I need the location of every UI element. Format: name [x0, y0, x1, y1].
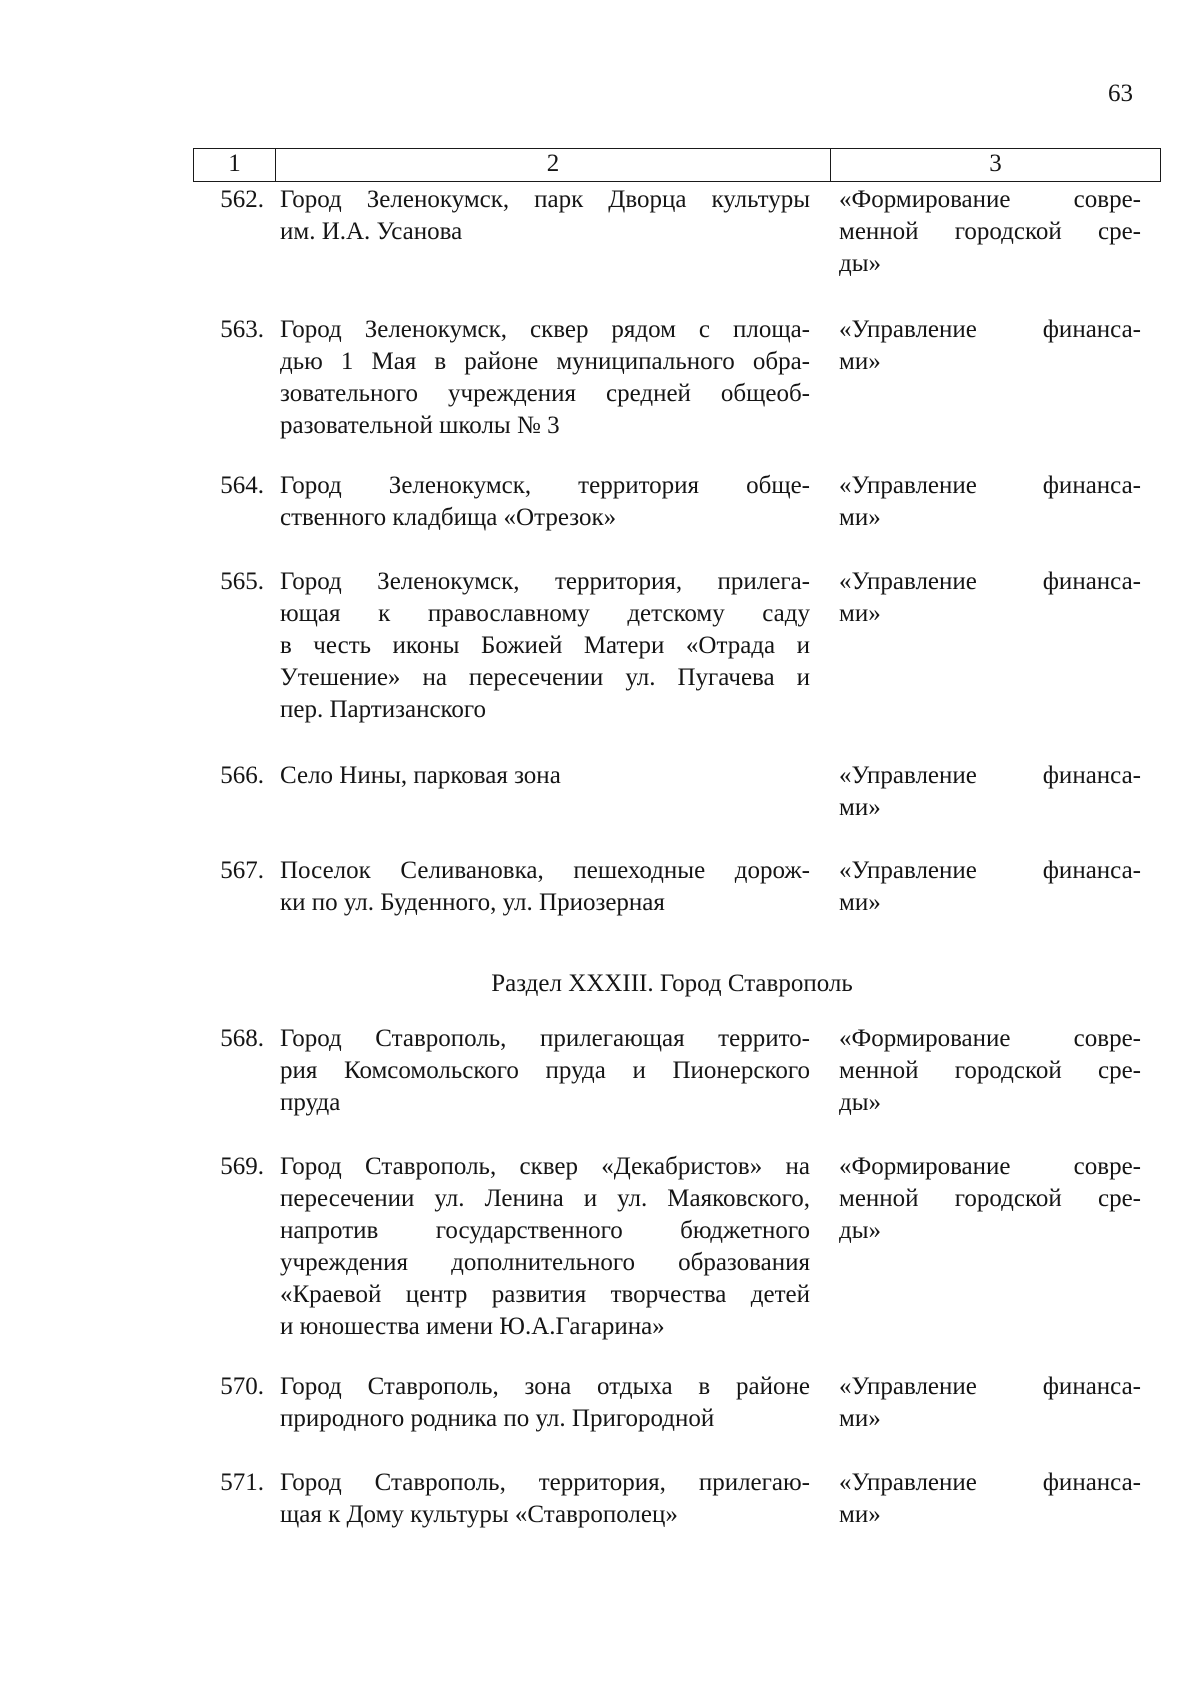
row-program-name: [839, 1371, 1141, 1435]
description-line: Город Ставрополь, зона отдыха в районе: [280, 1373, 810, 1400]
row-program-name: [839, 760, 1141, 824]
row-number: 564.: [220, 472, 264, 499]
description-line: зовательного учреждения средней общеоб-: [280, 380, 810, 407]
description-line: Утешение» на пересечении ул. Пугачева и: [280, 664, 810, 691]
program-line: менной городской сре-: [839, 218, 1141, 245]
row-number: 563.: [220, 316, 264, 343]
program-line: ми»: [839, 794, 881, 821]
program-line: «Управление финанса-: [839, 1373, 1141, 1400]
column-header-3: 3: [989, 150, 1002, 177]
description-line: ственного кладбища «Отрезок»: [280, 504, 617, 531]
description-line: рия Комсомольского пруда и Пионерского: [280, 1057, 810, 1084]
program-line: ми»: [839, 348, 881, 375]
description-line: ющая к православному детскому саду: [280, 600, 810, 627]
row-location-description: [280, 314, 810, 442]
column-header-1: 1: [194, 149, 276, 181]
row-location-description: [280, 1023, 810, 1119]
description-line: Город Ставрополь, территория, прилегаю-: [280, 1469, 810, 1496]
description-line: учреждения дополнительного образования: [280, 1249, 810, 1276]
row-location-description: [280, 1371, 810, 1435]
section-title: Раздел XXXIII. Город Ставрополь: [491, 970, 853, 997]
row-number: 571.: [220, 1469, 264, 1496]
description-line: природного родника по ул. Пригородной: [280, 1405, 715, 1432]
row-location-description: [280, 566, 810, 726]
description-line: и юношества имени Ю.А.Гагарина»: [280, 1313, 665, 1340]
program-line: «Управление финанса-: [839, 762, 1141, 789]
table-header: [193, 148, 1161, 182]
description-line: дью 1 Мая в районе муниципального обра-: [280, 348, 810, 375]
row-number: 569.: [220, 1153, 264, 1180]
row-program-name: [839, 855, 1141, 919]
program-line: ми»: [839, 1501, 881, 1528]
description-line: Город Зеленокумск, сквер рядом с площа-: [280, 316, 810, 343]
program-line: ми»: [839, 600, 881, 627]
page-number: 63: [1108, 80, 1133, 107]
description-line: пер. Партизанского: [280, 696, 487, 723]
description-line: им. И.А. Усанова: [280, 218, 463, 245]
program-line: ми»: [839, 889, 881, 916]
program-line: ми»: [839, 1405, 881, 1432]
column-header-2: 2: [276, 149, 831, 181]
row-number: 566.: [220, 762, 264, 789]
program-line: ды»: [839, 1089, 882, 1116]
description-line: Город Зеленокумск, территория обще-: [280, 472, 810, 499]
row-number: 568.: [220, 1025, 264, 1052]
program-line: «Управление финанса-: [839, 568, 1141, 595]
description-line: пересечении ул. Ленина и ул. Маяковского,: [280, 1185, 810, 1212]
row-program-name: [839, 566, 1141, 630]
description-line: щая к Дому культуры «Ставрополец»: [280, 1501, 678, 1528]
row-location-description: [280, 760, 810, 792]
row-program-name: [839, 314, 1141, 378]
program-line: менной городской сре-: [839, 1185, 1141, 1212]
description-line: «Краевой центр развития творчества детей: [280, 1281, 810, 1308]
program-line: менной городской сре-: [839, 1057, 1141, 1084]
program-line: ми»: [839, 504, 881, 531]
description-line: пруда: [280, 1089, 341, 1116]
row-program-name: [839, 470, 1141, 534]
program-line: ды»: [839, 1217, 882, 1244]
description-line: Поселок Селивановка, пешеходные дорож-: [280, 857, 810, 884]
description-line: Город Ставрополь, сквер «Декабристов» на: [280, 1153, 810, 1180]
program-line: «Управление финанса-: [839, 472, 1141, 499]
program-line: «Управление финанса-: [839, 1469, 1141, 1496]
row-location-description: [280, 470, 810, 534]
program-line: «Формирование совре-: [839, 1153, 1141, 1180]
description-line: в честь иконы Божией Матери «Отрада и: [280, 632, 810, 659]
row-program-name: [839, 184, 1141, 280]
row-number: 562.: [220, 186, 264, 213]
row-program-name: [839, 1023, 1141, 1119]
description-line: разовательной школы № 3: [280, 412, 560, 439]
row-program-name: [839, 1151, 1141, 1247]
description-line: Город Зеленокумск, парк Дворца культуры: [280, 186, 810, 213]
row-number: 570.: [220, 1373, 264, 1400]
row-location-description: [280, 184, 810, 248]
row-number: 567.: [220, 857, 264, 884]
row-number: 565.: [220, 568, 264, 595]
program-line: «Управление финанса-: [839, 857, 1141, 884]
description-line: Село Нины, парковая зона: [280, 762, 561, 789]
program-line: «Формирование совре-: [839, 186, 1141, 213]
row-location-description: [280, 1467, 810, 1531]
row-program-name: [839, 1467, 1141, 1531]
row-location-description: [280, 855, 810, 919]
description-line: Город Зеленокумск, территория, прилега-: [280, 568, 810, 595]
program-line: «Формирование совре-: [839, 1025, 1141, 1052]
description-line: напротив государственного бюджетного: [280, 1217, 810, 1244]
program-line: «Управление финанса-: [839, 316, 1141, 343]
description-line: Город Ставрополь, прилегающая террито-: [280, 1025, 810, 1052]
description-line: ки по ул. Буденного, ул. Приозерная: [280, 889, 665, 916]
row-location-description: [280, 1151, 810, 1343]
program-line: ды»: [839, 250, 882, 277]
